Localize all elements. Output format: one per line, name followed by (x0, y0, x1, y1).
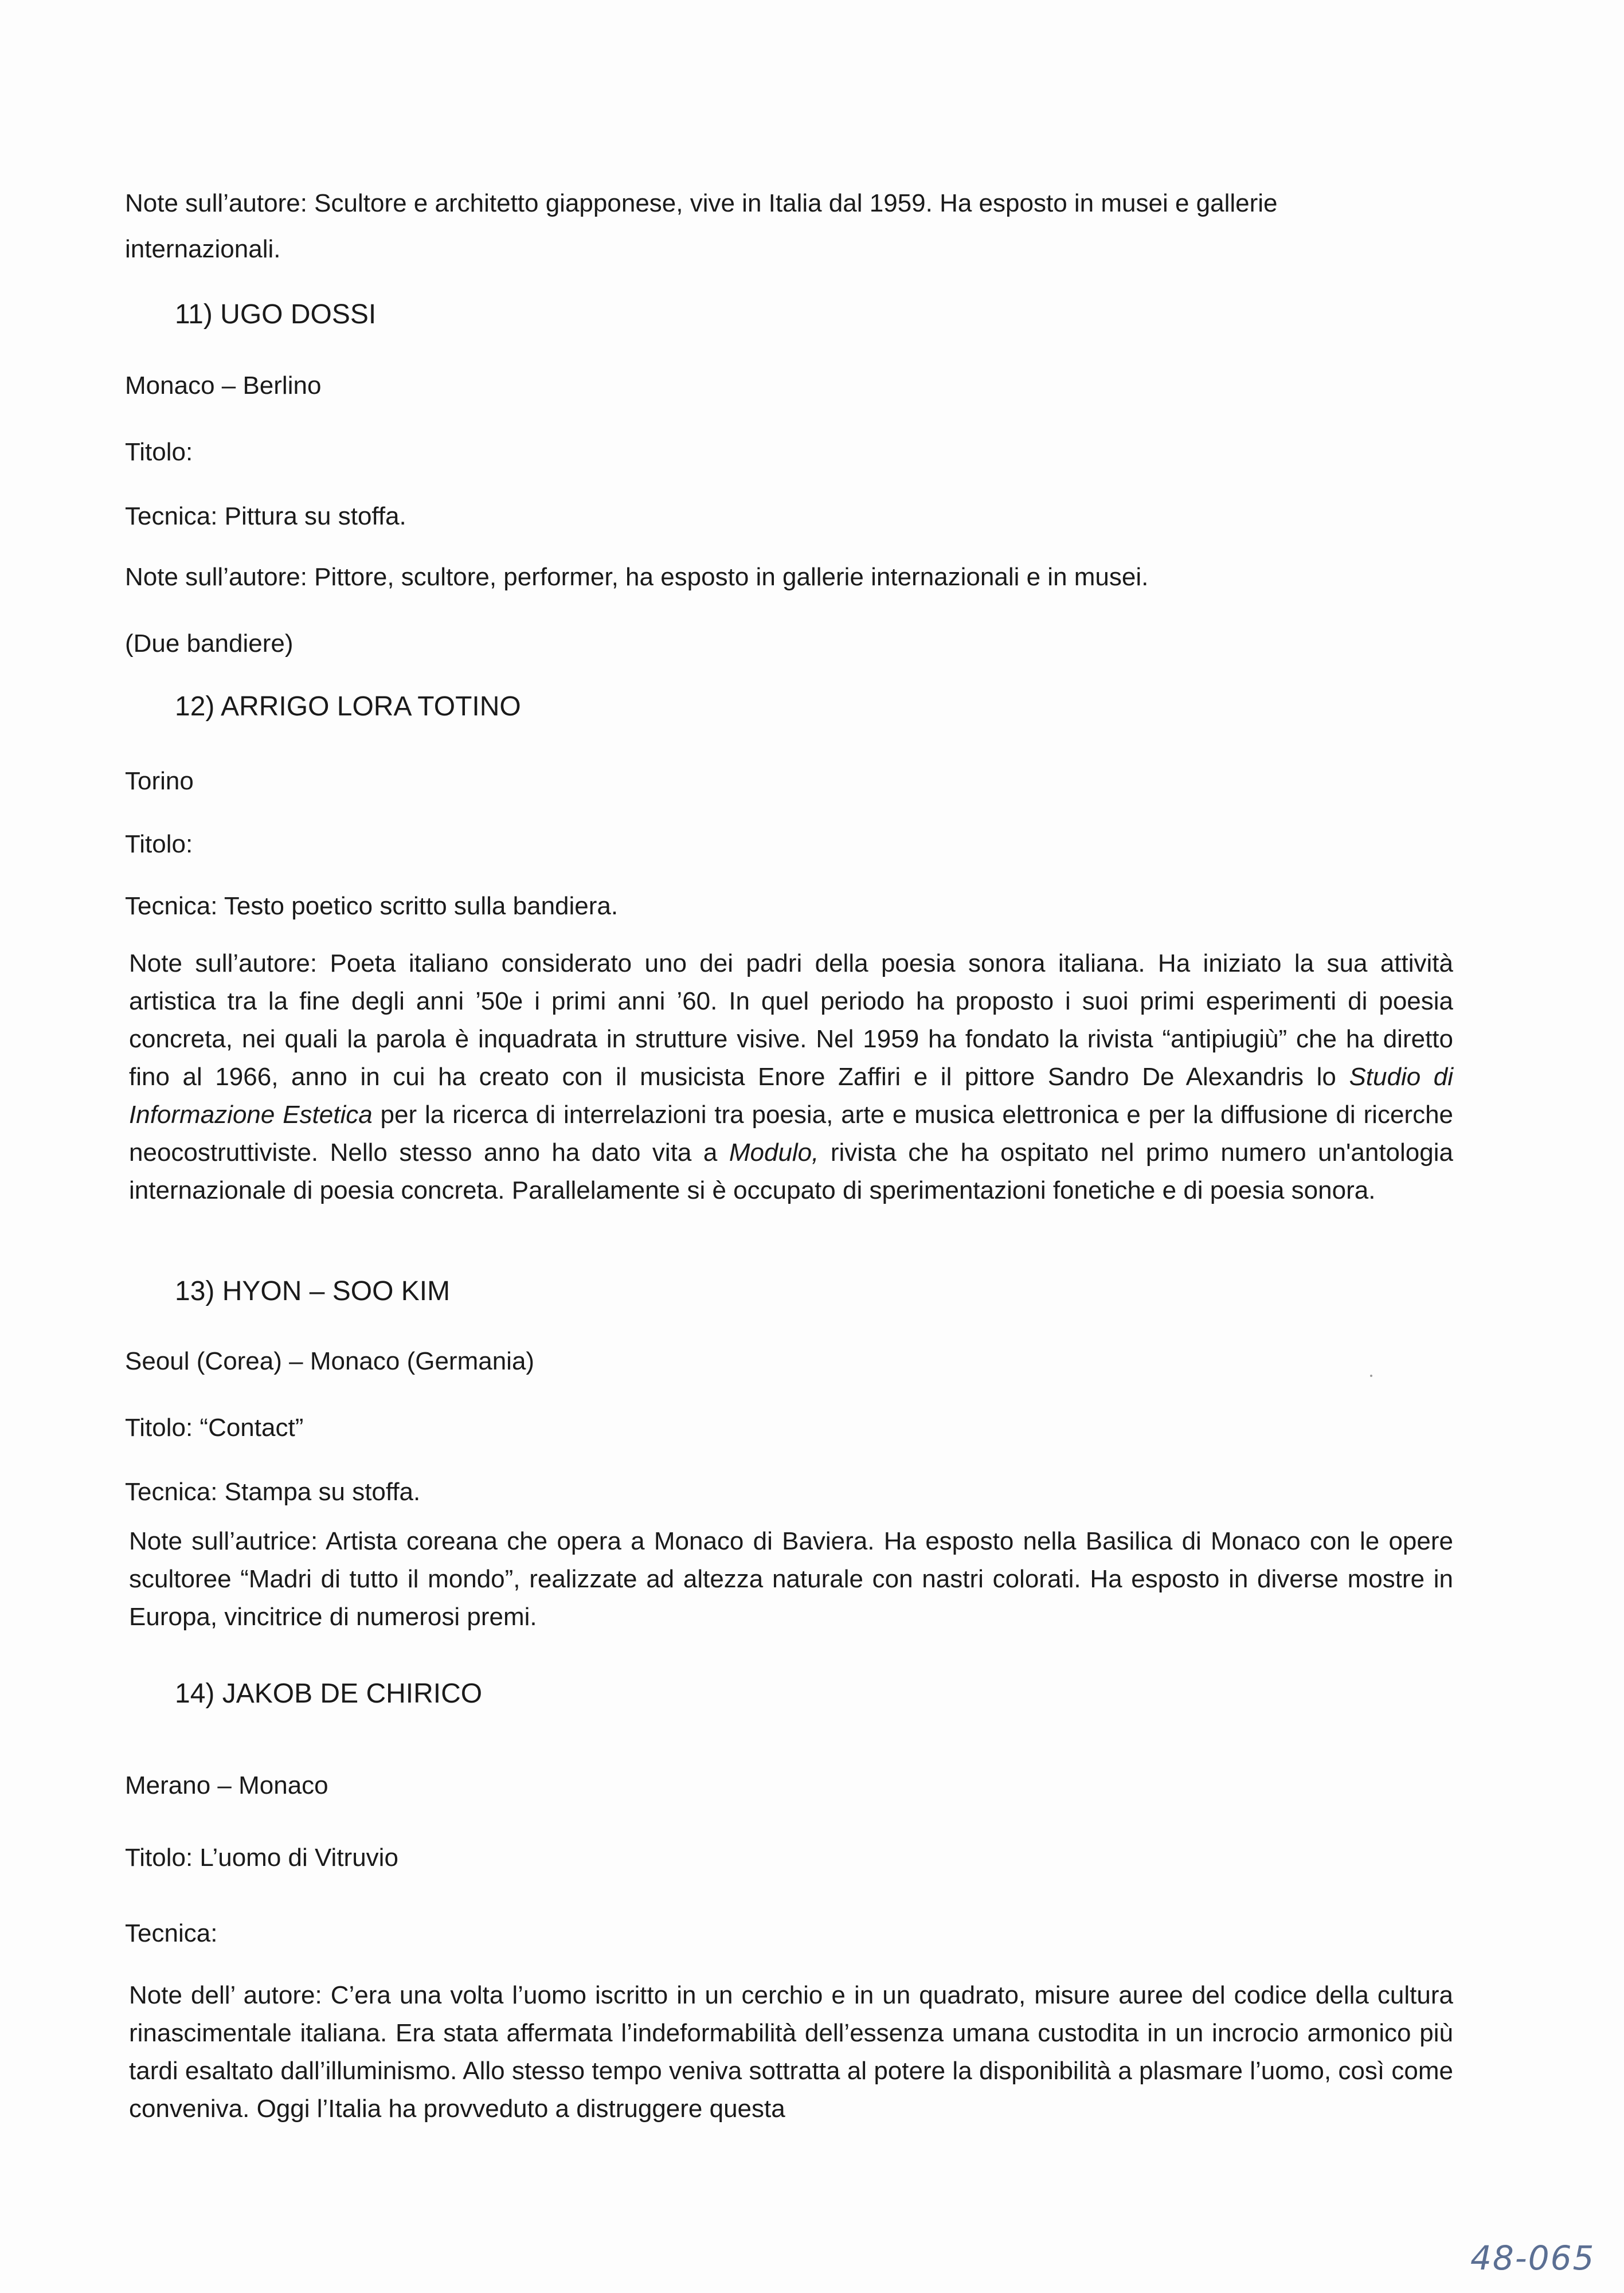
entry-11-heading: 11) UGO DOSSI (175, 299, 377, 330)
entry-14-heading: 14) JAKOB DE CHIRICO (175, 1678, 483, 1709)
entry-12-note (129, 945, 1453, 1210)
entry-14-location: Merano – Monaco (125, 1771, 328, 1799)
paper-speck (1370, 1375, 1372, 1377)
handwritten-page-number: 48-065 (1470, 2239, 1595, 2278)
entry-11-extra: (Due bandiere) (125, 629, 294, 658)
entry-13-note: Note sull’autrice: Artista coreana che opera a Monaco di Baviera. Ha esposto nella Basilica di Monaco con le opere scultoree “Madri di tutto il mondo”, realizzate ad altezza naturale con nastri colorati. Ha esposto in diverse mostre in Europa, vincitrice di numerosi premi. (129, 1527, 1453, 1631)
entry-12-location: Torino (125, 767, 194, 795)
entry-12-technique: Tecnica: Testo poetico scritto sulla bandiera. (125, 892, 619, 920)
entry-13-title: Titolo: “Contact” (125, 1414, 304, 1442)
entry-12-note-text-1: Note sull’autore: Poeta italiano considerato uno dei padri della poesia sonora italiana. Ha iniziato la sua attività artistica tra la fine degli anni ’50e i primi anni ’60. In quel periodo ha proposto i suoi primi esperimenti di poesia concreta, nei quali la parola è inquadrata in strutture visive. Nel 1959 ha fondato la rivista “antipiugiù” che ha diretto fino al 1966, anno in cui ha creato con il musicista Enore Zaffiri e il pittore Sandro De Alexandris lo (129, 949, 1453, 1091)
entry-12-note-text-2: per la ricerca di interrelazioni tra poesia, arte e musica elettronica e per la diffusione di ricerche neocostruttiviste. Nello stesso anno ha dato vita a (129, 1101, 1454, 1167)
entry-14-technique: Tecnica: (125, 1919, 218, 1947)
entry-12-note-italic-1: Studio di Informazione Estetica (129, 1063, 1454, 1129)
entry-13-heading: 13) HYON – SOO KIM (175, 1276, 451, 1306)
entry-11-location: Monaco – Berlino (125, 371, 322, 400)
intro-note-line-1: Note sull’autore: Scultore e architetto giapponese, vive in Italia dal 1959. Ha esposto in musei e gallerie (125, 189, 1278, 217)
entry-12-heading: 12) ARRIGO LORA TOTINO (175, 691, 521, 722)
entry-13-technique: Tecnica: Stampa su stoffa. (125, 1478, 421, 1506)
entry-11-technique: Tecnica: Pittura su stoffa. (125, 502, 406, 530)
entry-11-title: Titolo: (125, 438, 193, 466)
entry-13-location: Seoul (Corea) – Monaco (Germania) (125, 1347, 535, 1375)
entry-14-note: Note dell’ autore: C’era una volta l’uomo iscritto in un cerchio e in un quadrato, misure auree del codice della cultura rinascimentale italiana. Era stata affermata l’indeformabilità dell’essenza umana custodita in un incrocio armonico più tardi esaltato dall’illuminismo. Allo stesso tempo veniva sottratta al potere la disponibilità a plasmare l’uomo, così come conveniva. Oggi l’Italia ha provveduto a distruggere questa (129, 1981, 1453, 2123)
entry-14-title: Titolo: L’uomo di Vitruvio (125, 1844, 398, 1872)
intro-note-line-2: internazionali. (125, 235, 281, 263)
entry-12-note-text-3: rivista che ha ospitato nel primo numero un'antologia internazionale di poesia concreta. Parallelamente si è occupato di sperimentazioni fonetiche e di poesia sonora. (129, 1138, 1453, 1204)
entry-12-title: Titolo: (125, 830, 193, 858)
entry-11-note: Note sull’autore: Pittore, scultore, performer, ha esposto in gallerie internazionali e in musei. (125, 563, 1149, 591)
entry-12-note-italic-2: Modulo, (729, 1138, 819, 1167)
